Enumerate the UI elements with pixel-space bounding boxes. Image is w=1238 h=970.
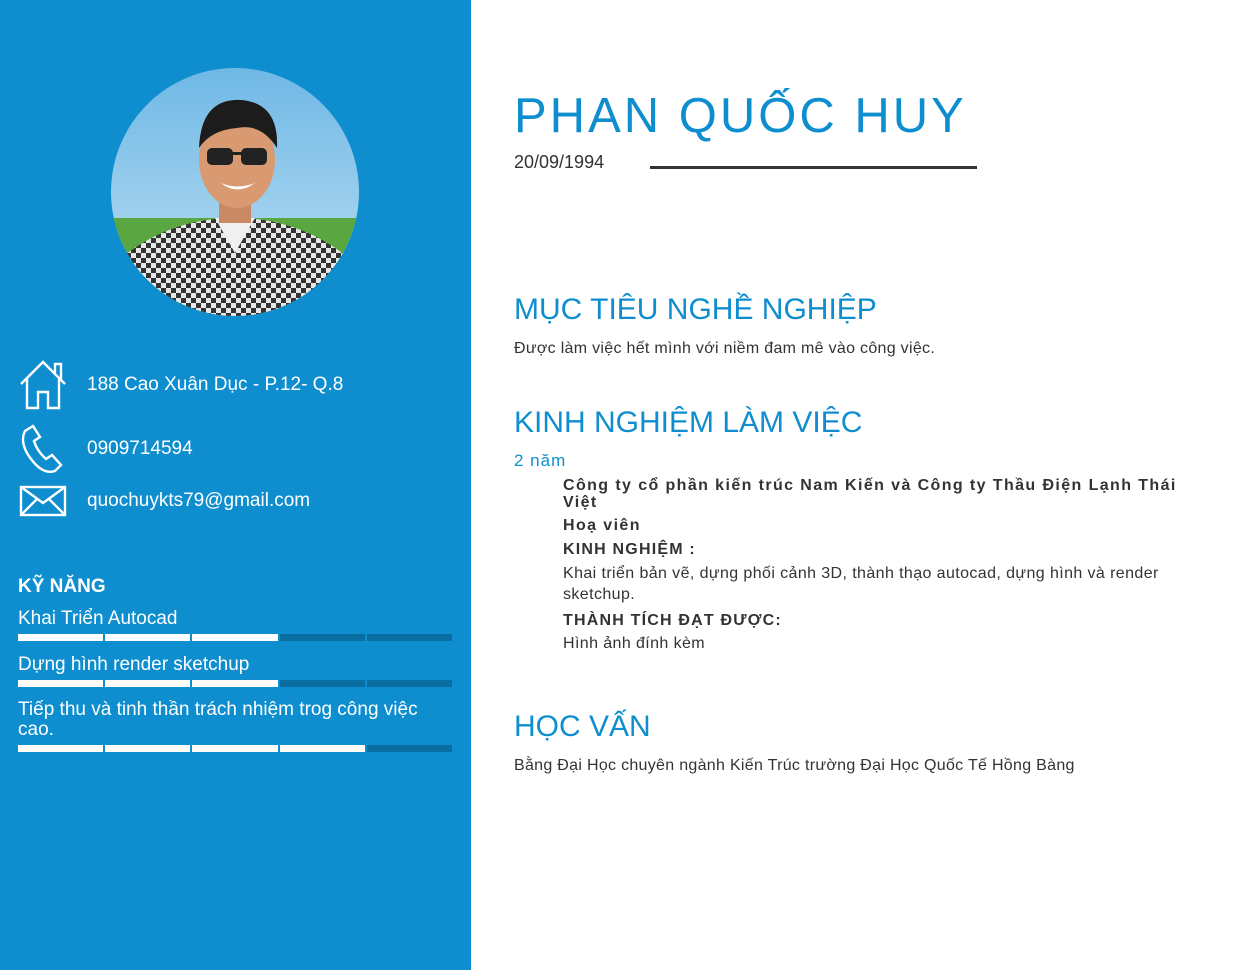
skill-name: Dựng hình render sketchup [18, 654, 250, 675]
education-title: HỌC VẤN [514, 710, 651, 743]
date-of-birth: 20/09/1994 [514, 152, 605, 172]
experience-text: Khai triển bản vẽ, dựng phối cảnh 3D, thành thạo autocad, dựng hình và render sketchup. [563, 565, 1159, 603]
skill-bar [18, 634, 452, 641]
skill-bar-segment [280, 680, 365, 687]
skill-bar-segment [18, 745, 103, 752]
skill-bar [18, 680, 452, 687]
mail-icon [18, 476, 68, 526]
achievement-label: THÀNH TÍCH ĐẠT ĐƯỢC: [563, 612, 782, 629]
skill-bar-segment [192, 634, 277, 641]
main-content [471, 0, 1238, 970]
skill-bar-segment [280, 745, 365, 752]
experience-block [563, 541, 1183, 654]
skill-bar-segment [105, 634, 190, 641]
skill-bar-segment [192, 680, 277, 687]
skill-name: Khai Triển Autocad [18, 608, 178, 629]
skill-bar-segment [105, 680, 190, 687]
phone-text: 0909714594 [87, 438, 193, 459]
skill-bar [18, 745, 452, 752]
skill-item [18, 700, 452, 740]
phone-icon [18, 424, 68, 474]
email-text: quochuykts79@gmail.com [87, 490, 311, 511]
skill-item [18, 609, 452, 629]
skills-title: KỸ NĂNG [18, 576, 106, 597]
contact-email [18, 476, 311, 526]
skill-item [18, 655, 452, 675]
contact-address [18, 360, 344, 410]
skill-bar-segment [18, 680, 103, 687]
experience-label: KINH NGHIỆM : [563, 541, 696, 558]
address-text: 188 Cao Xuân Dục - P.12- Q.8 [87, 374, 344, 395]
skill-bar-segment [18, 634, 103, 641]
skill-bar-segment [192, 745, 277, 752]
company-name: Công ty cổ phần kiến trúc Nam Kiến và Công ty Thầu Điện Lạnh Thái Việt [563, 477, 1177, 511]
contact-phone [18, 424, 193, 474]
skill-bar-segment [105, 745, 190, 752]
header-divider [650, 166, 977, 169]
skill-bar-segment [367, 634, 452, 641]
skill-bar-segment [367, 680, 452, 687]
achievement-text: Hình ảnh đính kèm [563, 635, 705, 652]
objective-title: MỤC TIÊU NGHỀ NGHIỆP [514, 293, 877, 326]
sidebar [0, 0, 471, 970]
education-text: Bằng Đại Học chuyên ngành Kiến Trúc trường Đại Học Quốc Tế Hồng Bàng [514, 757, 1075, 774]
profile-photo [111, 68, 359, 316]
skill-name: Tiếp thu và tinh thần trách nhiệm trog công việc cao. [18, 699, 418, 740]
skill-bar-segment [280, 634, 365, 641]
experience-title: KINH NGHIỆM LÀM VIỆC [514, 406, 863, 439]
experience-years: 2 năm [514, 451, 567, 470]
person-name: PHAN QUỐC HUY [514, 89, 967, 143]
objective-text: Được làm việc hết mình với niềm đam mê vào công việc. [514, 340, 936, 357]
home-icon [18, 360, 68, 410]
job-role: Hoạ viên [563, 517, 641, 534]
skill-bar-segment [367, 745, 452, 752]
